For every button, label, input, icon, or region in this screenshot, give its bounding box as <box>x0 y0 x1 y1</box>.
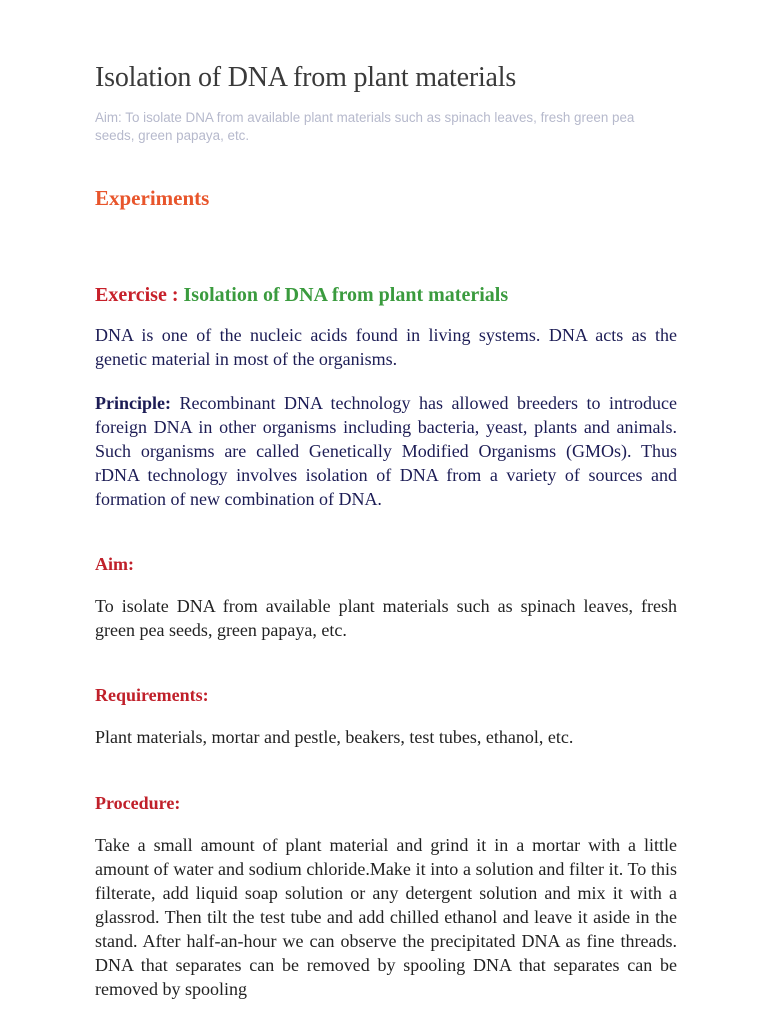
section-heading: Experiments <box>95 186 210 210</box>
procedure-heading: Procedure: <box>95 793 181 813</box>
principle-paragraph <box>95 391 677 511</box>
page-title: Isolation of DNA from plant materials <box>95 62 517 93</box>
procedure-text: Take a small amount of plant material and grind it in a mortar with a little amount of water and sodium chloride.Make it into a solution and filter it. To this filterate, add liquid soap solution or any detergent solution and mix it with a glassrod. Then tilt the test tube and add chilled ethanol and leave it aside in the stand. After half-an-hour we can observe the precipitated DNA as fine threads. DNA that separates can be removed by spooling DNA that separates can be removed by spooling <box>95 835 677 999</box>
intro-paragraph: DNA is one of the nucleic acids found in living systems. DNA acts as the genetic material in most of the organisms. <box>95 325 677 369</box>
exercise-label: Exercise : <box>95 284 179 306</box>
exercise-title: Isolation of DNA from plant materials <box>183 284 509 306</box>
exercise-heading <box>95 284 508 307</box>
principle-text: Recombinant DNA technology has allowed breeders to introduce foreign DNA in other organisms including bacteria, yeast, plants and animals. Such organisms are called Genetically Modified Organisms (GMOs). Thus rDNA technology involves isolation of DNA from a variety of sources and formation of new combination of DNA. <box>95 393 678 509</box>
aim-heading: Aim: <box>95 554 134 574</box>
aim-text: To isolate DNA from available plant materials such as spinach leaves, fresh green pea seeds, green papaya, etc. <box>95 596 677 640</box>
principle-label: Principle: <box>95 393 171 413</box>
aim-subtitle: Aim: To isolate DNA from available plant materials such as spinach leaves, fresh green pea seeds, green papaya, etc. <box>95 110 635 143</box>
requirements-text: Plant materials, mortar and pestle, beakers, test tubes, ethanol, etc. <box>95 727 574 747</box>
requirements-heading: Requirements: <box>95 685 209 705</box>
